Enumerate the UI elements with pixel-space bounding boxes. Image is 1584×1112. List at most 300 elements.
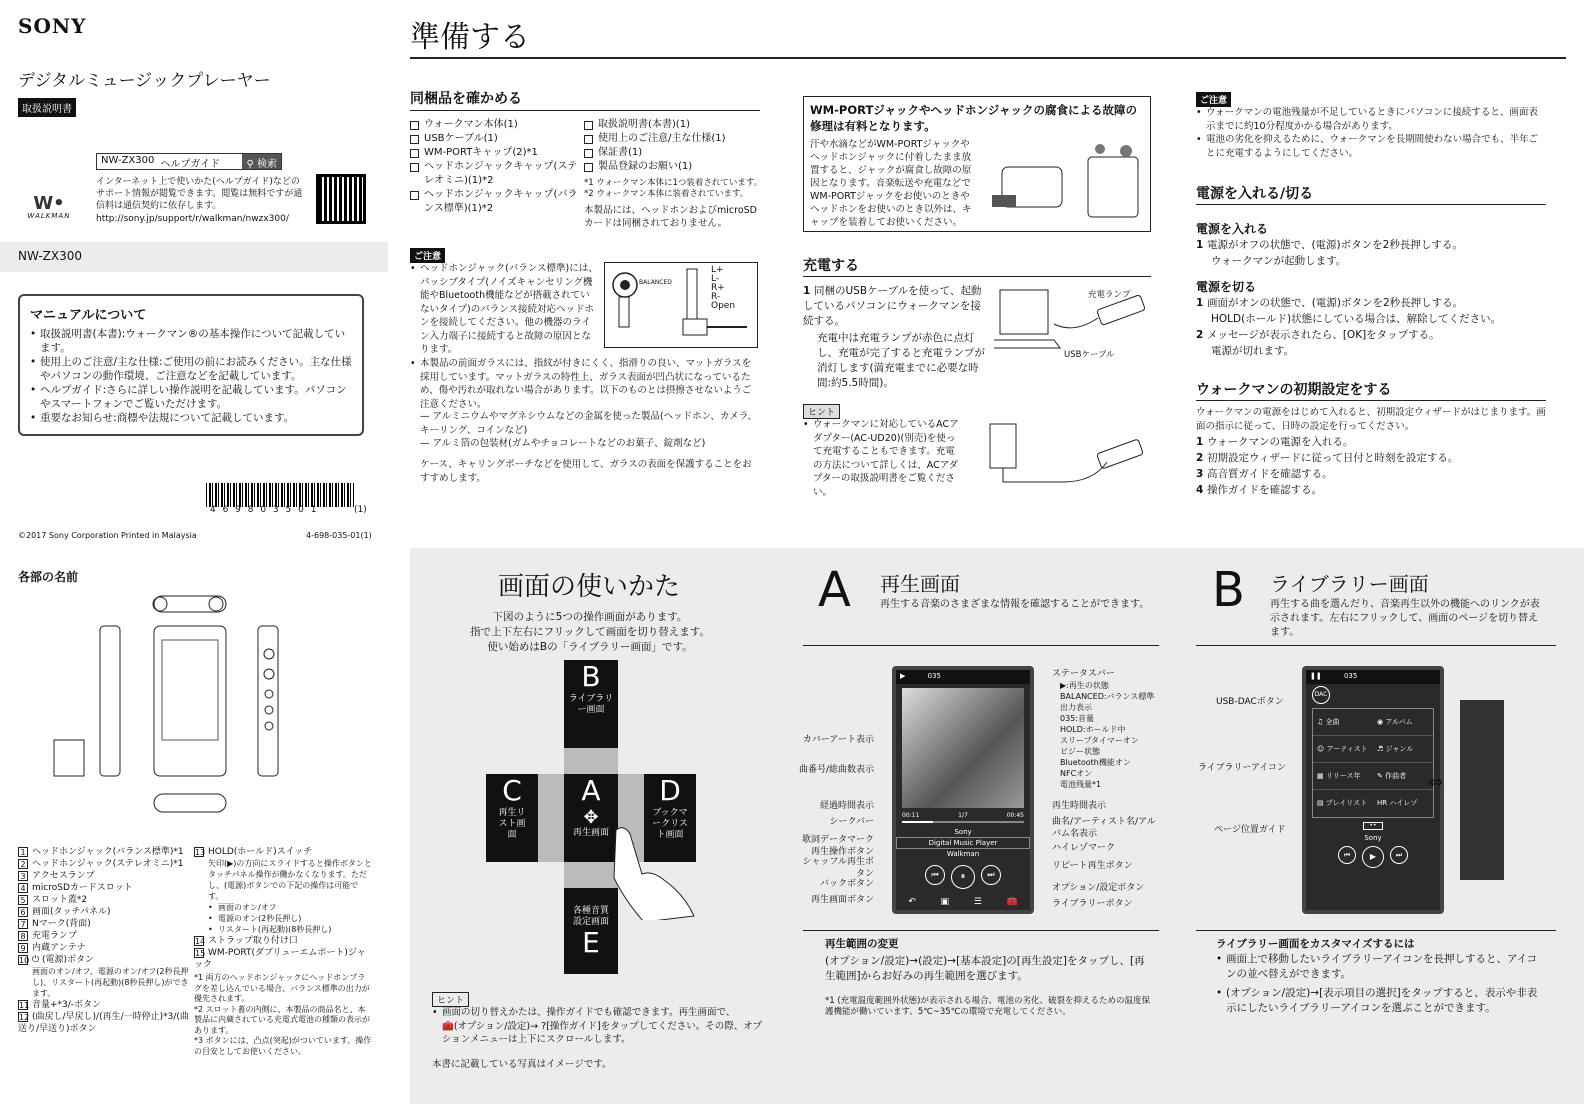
playback-screen-icon[interactable]: ▣	[940, 897, 950, 907]
part-label: 内蔵アンテナ	[32, 943, 86, 953]
part-item	[18, 894, 192, 906]
lib-artist: Sony	[1364, 834, 1382, 842]
walkman-logo	[20, 193, 78, 222]
library-icon[interactable]: ☰	[973, 897, 982, 907]
battery-caution-item: • 電池の劣化を抑えるために、ウォークマンを長期間使わない場合でも、半年ごとに充電するようにしてください。	[1196, 133, 1546, 160]
callout-label: スリープタイマーオン	[1060, 736, 1139, 745]
caution-list	[410, 262, 598, 357]
prev-button[interactable]: ⏮	[925, 865, 945, 885]
usage-hint-tag	[432, 988, 469, 1007]
playback-screen	[892, 666, 1034, 914]
init-step-text: ウォークマンの電源を入れる。	[1206, 436, 1354, 448]
help-url[interactable]: http://sony.jp/support/r/walkman/nwzx300/	[96, 214, 289, 224]
range-rule	[803, 930, 1159, 931]
callout-label: NFCオン	[1060, 769, 1093, 778]
caution-item: • ヘッドホンジャック(バランス標準)には、パッシブタイプ(ノイズキャンセリング機能やBluetooth機能などが搭載されていないタイプ)のバランス接続対応ヘッドホンを接続してください。他の機器のライン入力端子に接続すると故障の原因となります。	[410, 262, 598, 357]
part-label: 画面(タッチパネル)	[32, 907, 111, 917]
contents-item: 保証書(1)	[584, 146, 760, 160]
callout-label: BALANCED:バランス標準出力表示	[1060, 692, 1155, 712]
person-icon: ☺	[1317, 745, 1327, 753]
part-label: アクセスランプ	[32, 871, 95, 881]
plug-drawing	[605, 263, 759, 349]
plug-label: R-	[711, 292, 721, 302]
contents-extra: 本製品には、ヘッドホンおよびmicroSDカードは同梱されておりません。	[584, 205, 757, 229]
contents-item: ヘッドホンジャックキャップ(ステレオミニ)(1)*2	[410, 160, 580, 188]
adapter-drawing	[976, 420, 1152, 490]
charge-hint-item: • ウォークマンに対応しているACアダプター(AC-UD20)(別売)を使って充電することもできます。充電の方法について詳しくは、ACアダプターの取扱説明書をご覧ください。	[803, 418, 963, 499]
plug-label: L-	[711, 274, 720, 284]
custom-title: ライブラリー画面をカスタマイズするには	[1216, 938, 1415, 950]
status-bar	[896, 670, 1030, 684]
battery-caution-item: • ウォークマンの電池残量が不足しているときにパソコンに接続すると、画面表示までに約10分程度かかる場合があります。	[1196, 106, 1546, 133]
track-info	[896, 827, 1030, 859]
library-screen	[1302, 666, 1444, 914]
playback-desc: 再生する音楽のさまざまな情報を確認することができます。	[880, 599, 1150, 610]
manual-item: • 使用上のご注意/主な仕様:ご使用の前にお読みください。主な仕様やパソコンの動作環境、ご注意などを記載しています。	[30, 355, 352, 383]
usage-hint-2: (オプション/設定)→ ?[操作ガイド]をタップしてください。その際、オプションメニューは上下にスクロールします。	[442, 1020, 762, 1045]
toolbox-icon: 🧰	[442, 1020, 454, 1032]
part-item	[18, 846, 192, 858]
contents-title: 同梱品を確かめる	[410, 91, 522, 107]
barcode-digits: 4 6 9 8 0 3 5 0 1	[210, 505, 319, 515]
charge-hint-tag	[803, 400, 840, 419]
init-step-text: 初期設定ウィザードに従って日付と時刻を設定する。	[1206, 452, 1459, 464]
charge-sub: 充電中は充電ランプが赤色に点灯し、充電が完了すると充電ランプが消灯します(満充電までに必要な時間:約5.5時間)。	[817, 332, 985, 389]
wmport-title: WM-PORTジャックやヘッドホンジャックの腐食による故障の修理は有料となります。	[810, 103, 1138, 133]
custom-item: • 画面上で移動したいライブラリーアイコンを長押しすると、アイコンの並べ替えができます。	[1216, 952, 1546, 982]
genre-icon: ♬	[1377, 745, 1386, 753]
cover-art	[902, 688, 1024, 808]
hires-icon: HR	[1377, 799, 1390, 807]
hold-item: • 電源のオン(2秒長押し)	[208, 913, 372, 924]
screen-d-letter: D	[659, 774, 681, 807]
part-num: 12	[19, 1012, 30, 1022]
part-label: HOLD(ホールド)スイッチ	[208, 847, 313, 857]
options-icon[interactable]: 🧰	[1006, 897, 1018, 907]
caution-tag	[410, 244, 445, 263]
screen-b	[564, 660, 618, 748]
dash-icon: —	[420, 411, 433, 422]
step-num: 2	[1196, 329, 1207, 341]
prep-rule	[410, 57, 1566, 59]
contents-item: USBケーブル(1)	[410, 132, 580, 146]
doc-tag-label: 取扱説明書	[18, 98, 76, 117]
callout-label: 歌詞データマーク	[801, 835, 874, 845]
init-step	[1196, 482, 1458, 498]
part-num: 11	[19, 1000, 30, 1010]
playback-letter: A	[818, 562, 851, 618]
part-num: 7	[18, 919, 28, 929]
lib-icon-label: プレイリスト	[1325, 799, 1368, 807]
contents-list-a	[410, 118, 580, 216]
part-item	[18, 954, 192, 966]
screen-e-letter: E	[582, 926, 600, 959]
lib-prev-button[interactable]: ⏮	[1338, 846, 1356, 864]
callout-label: バックボタン	[819, 879, 874, 889]
lib-icon-label: アルバム	[1385, 718, 1413, 726]
manual-list	[30, 327, 352, 425]
product-title: デジタルミュージックプレーヤー	[18, 71, 271, 91]
charge-hint-tag-label: ヒント	[803, 404, 840, 419]
playlist-icon: ▤	[1317, 799, 1326, 807]
callout-label: 再生操作ボタン	[810, 847, 874, 857]
callout-label: ▶:再生の状態	[1060, 681, 1109, 690]
plug-label: R+	[711, 283, 725, 293]
power-on-sub: ウォークマンが起動します。	[1211, 255, 1347, 267]
lib-icon-playlist[interactable]	[1313, 790, 1373, 817]
screen-c-label: 再生リスト画面	[498, 808, 526, 840]
charge-lamp-label: 充電ランプ	[1088, 290, 1131, 300]
parts-note: *1 両方のヘッドホンジャックにヘッドホンプラグを差し込んでいる場合、バランス標準の出力が優先されます。	[194, 973, 370, 1003]
contents-item: 製品登録のお願い(1)	[584, 160, 760, 174]
callout-label: ビジー状態	[1060, 747, 1100, 756]
part-label: ヘッドホンジャック(バランス標準)*1	[32, 847, 184, 857]
custom-rule	[1196, 930, 1556, 931]
library-rule	[1196, 645, 1556, 646]
range-text: (オプション/設定)→(設定)→[基本設定]の[再生設定]をタップし、[再生範囲]からお好みの再生範囲を選びます。	[825, 955, 1145, 982]
hold-note: 矢印(▶)の方向にスライドすると操作ボタンとタッチパネル操作が働かなくなります。ただし、(電源)ボタンでの下記の操作は可能です。	[208, 859, 372, 901]
lib-icon-label: 作曲者	[1385, 772, 1407, 780]
parts-title: 各部の名前	[18, 570, 79, 584]
power-note: 画面のオン/オフ、電源のオン/オフ(2秒長押し)、リスタート(再起動)(8秒長押し)ができます。	[32, 967, 189, 998]
wmport-drawing	[992, 137, 1146, 227]
power-off-sub2: 電源が切れます。	[1211, 345, 1295, 357]
sony-logo: SONY	[18, 14, 87, 38]
caution-sub	[420, 410, 758, 451]
screen-cross	[486, 660, 710, 974]
usage-text-1: 下図のように5つの操作画面があります。	[492, 611, 688, 623]
part-item	[18, 906, 192, 918]
usage-text-2: 指で上下左右にフリックして画面を切り替えます。	[470, 626, 710, 638]
manual-item: • 重要なお知らせ:商標や法規について記載しています。	[30, 411, 352, 425]
contents-item: ウォークマン本体(1)	[410, 118, 580, 132]
contents-note: *1 ウォークマン本体に1つ装着されています。	[584, 178, 763, 188]
part-num: 6	[18, 907, 28, 917]
lib-icon-artist[interactable]	[1313, 736, 1373, 763]
usage-hint-item	[432, 1006, 762, 1047]
barcode-suffix: (1)	[354, 505, 367, 515]
part-num: 4	[18, 883, 28, 893]
contents-note: *2 ウォークマン本体に装着されています。	[584, 189, 749, 199]
caution-tag-label: ご注意	[410, 248, 445, 263]
swap-arrow-icon: ⇔	[1428, 772, 1444, 793]
callout-label: カバーアート表示	[802, 735, 874, 745]
playback-rule	[803, 645, 1159, 646]
manual-item: • ヘルプガイド:さらに詳しい操作説明を記載しています。パソコンやスマートフォンでご覧いただけます。	[30, 383, 352, 411]
contents-item: ヘッドホンジャックキャップ(バランス標準)(1)*2	[410, 188, 580, 216]
library-letter: B	[1212, 562, 1245, 618]
total-time: 00:45	[1006, 812, 1024, 819]
page-guide: ••	[1363, 822, 1383, 830]
power-off-step2	[1196, 328, 1546, 343]
back-icon[interactable]: ↶	[908, 897, 916, 907]
step-num: 1	[1196, 297, 1207, 309]
usb-dac-button[interactable]: DAC	[1312, 686, 1330, 704]
power-icon: ⏻	[32, 955, 42, 965]
parts-note: *2 スロット蓋の内側に、本製品の商品名と、本製品に内蔵されている充電式電池の種類の表示があります。	[194, 1004, 370, 1035]
init-step	[1196, 466, 1458, 482]
status-volume: 035	[927, 672, 941, 680]
lib-icon-label: 全曲	[1325, 718, 1340, 726]
init-text: ウォークマンの電源をはじめて入れると、初期設定ウィザードがはじまります。画面の指示に従って、日時の設定を行ってください。	[1196, 407, 1546, 432]
search-button[interactable]	[242, 154, 281, 169]
usage-title: 画面の使いかた	[498, 572, 681, 602]
contents-item: 取扱説明書(本書)(1)	[584, 118, 760, 132]
battery-caution-tag	[1196, 88, 1231, 107]
callout-label: 再生画面ボタン	[810, 895, 874, 905]
power-off-title: 電源を切る	[1196, 280, 1257, 294]
power-rule	[1196, 204, 1546, 205]
charge-title: 充電する	[803, 258, 859, 274]
caution-sub-text: アルミ箔の包装材(ガムやチョコレートなどのお菓子、錠剤など)	[432, 438, 706, 449]
track-album: Walkman	[946, 850, 980, 858]
part-num: 14	[195, 936, 206, 946]
callout-label: 再生時間表示	[1052, 801, 1107, 811]
callout-label: ライブラリーアイコン	[1198, 763, 1286, 773]
part-num: 10	[19, 955, 30, 965]
step-num: 4	[1196, 484, 1207, 496]
part-item	[18, 858, 192, 870]
play-state-icon: ▶	[900, 672, 906, 680]
lib-status-volume: 035	[1343, 672, 1358, 680]
part-label: 充電ランプ	[32, 931, 78, 941]
lib-icon-label: リリース年	[1325, 772, 1361, 780]
lib-icon-all[interactable]	[1313, 709, 1373, 736]
lib-icon-label: アーティスト	[1326, 745, 1368, 753]
manual-title: マニュアルについて	[30, 308, 147, 323]
callout-label: シャッフル再生ボタン	[802, 857, 874, 879]
track-title: Digital Music Player	[896, 837, 1030, 849]
part-item	[18, 930, 192, 942]
screen-b-letter: B	[581, 660, 601, 693]
lib-next-button[interactable]: ⏭	[1390, 846, 1408, 864]
plug-diagram	[604, 262, 758, 348]
caution-sub-text: アルミニウムやマグネシウムなどの金属を使った製品(ヘッドホン、カメラ、キーリング、コインなど)	[420, 411, 758, 436]
part-item	[18, 999, 192, 1011]
part-num: 9	[18, 943, 28, 953]
charge-rule	[803, 276, 1151, 277]
init-title: ウォークマンの初期設定をする	[1196, 382, 1392, 398]
part-item	[194, 846, 372, 858]
callout-label: リピート再生ボタン	[1052, 861, 1133, 871]
lib-icon-label: ジャンル	[1385, 745, 1414, 753]
parts-note: *3 ボタンには、凸点(突起)がついています。操作の目安としてお使いください。	[194, 1036, 372, 1056]
callout-label: 曲名/アーティスト名/アルバム名表示	[1052, 817, 1156, 839]
step-num: 2	[1196, 452, 1207, 464]
elapsed-time: 00:11	[902, 812, 920, 819]
screen-b-label: ライブラリー画面	[568, 694, 614, 715]
custom-item: • (オプション/設定)→[表示項目の選択]をタップすると、表示や非表示にしたいライブラリーアイコンを選ぶことができます。	[1216, 986, 1546, 1016]
contents-item: 使用上のご注意/主な仕様(1)	[584, 132, 760, 146]
usage-hint	[432, 1006, 762, 1047]
init-steps	[1196, 434, 1458, 498]
power-on-step-text: 電源がオフの状態で、(電源)ボタンを2秒長押しする。	[1206, 239, 1463, 251]
callout-label: 035:音量	[1060, 714, 1094, 723]
library-grid	[1312, 708, 1434, 818]
part-num: 2	[18, 859, 28, 869]
usb-label: USBケーブル	[1064, 350, 1115, 360]
help-model: NW-ZX300	[101, 155, 155, 166]
power-title: 電源を入れる/切る	[1196, 186, 1314, 202]
track-count: 1/7	[958, 812, 968, 819]
help-text: インターネット上で使いかた(ヘルプガイド)などのサポート情報が閲覧できます。閲覧は無料ですが通信料は通信契約に依存します。	[96, 177, 303, 211]
part-item	[18, 918, 192, 930]
next-button[interactable]: ⏭	[981, 865, 1001, 885]
seek-progress	[902, 821, 933, 823]
battery-caution-tag-label: ご注意	[1196, 92, 1231, 107]
caution-3: ケース、キャリングポーチなどを使用して、ガラスの表面を保護することをおすすめします。	[420, 459, 752, 484]
range-footnote: *1 (充電温度範囲外状態)が表示される場合、電池の劣化、破裂を抑えるための温度保護機能が働いています。5℃~35℃の環境で充電してください。	[825, 996, 1150, 1017]
callout-label: シークバー	[829, 817, 874, 827]
lib-icon-composer[interactable]	[1373, 763, 1433, 790]
screen-c-letter: C	[502, 774, 522, 807]
charge-drawing	[994, 284, 1152, 364]
init-step-text: 操作ガイドを確認する。	[1206, 484, 1323, 496]
playback-title: 再生画面	[880, 572, 960, 596]
init-step-text: 高音質ガイドを確認する。	[1206, 468, 1333, 480]
charge-hint	[803, 418, 963, 499]
charge-step	[803, 284, 989, 329]
part-label: (曲戻し/早戻し)/(再生/一時停止)*3/(曲送り/早送り)ボタン	[18, 1012, 189, 1034]
wmport-box	[803, 96, 1151, 232]
part-label: スロット蓋*2	[32, 895, 88, 905]
part-num: 8	[18, 931, 28, 941]
walkman-w-icon: W•	[33, 193, 65, 214]
plug-label: Open	[711, 301, 736, 311]
screen-e-label: 各種音質設定画面	[572, 906, 609, 927]
part-num: 13	[195, 847, 206, 857]
part-label: WM-PORT(ダブリューエムポート)ジャック	[194, 948, 366, 970]
usage-hint-1: 画面の切り替えかたは、操作ガイドでも確認できます。再生画面で、	[442, 1007, 736, 1018]
lib-play-button[interactable]: ▶	[1362, 846, 1384, 868]
caution-sub-item	[420, 410, 758, 437]
caution-item: • 本製品の前面ガラスには、指紋が付きにくく、指滑りの良い、マットガラスを採用しています。マットガラスの特性上、ガラス表面が凹凸状になっているため、傷や汚れが取れない場合があります。以下のものとは摂擦させないようご注意ください。	[410, 357, 758, 411]
caution-sub-item	[420, 437, 758, 451]
lib-icon-label: ハイレゾ	[1389, 799, 1418, 807]
pen-icon: ✎	[1377, 772, 1386, 780]
wmport-text: 汗や水滴などがWM-PORTジャックやヘッドホンジャックに付着したまま放置すると、ジャックが腐食し故障の原因となります。音楽転送や充電などでWM-PORTジャックをお使いのときやヘッドホンをお使いのとき以外は、キャップを装着してお使いください。	[810, 139, 972, 228]
help-label: ヘルプガイド	[160, 159, 220, 170]
callout-label: オプション/設定ボタン	[1052, 883, 1145, 893]
parts-list-left	[18, 846, 192, 1035]
library-title: ライブラリー画面	[1270, 572, 1429, 596]
library-desc: 再生する曲を選んだり、音楽再生以外の機能へのリンクが表示されます。左右にフリックして、画面のページを切り替えます。	[1270, 599, 1540, 638]
step-num: 3	[1196, 468, 1207, 480]
parts-list-right	[194, 846, 372, 1057]
callout-label: Bluetooth機能オン	[1060, 758, 1131, 767]
callout-label: ハイレゾマーク	[1052, 843, 1116, 853]
part-label: microSDカードスロット	[32, 883, 133, 893]
step-num: 1	[1196, 436, 1207, 448]
calendar-icon: ▦	[1317, 772, 1326, 780]
power-on-title: 電源を入れる	[1196, 222, 1269, 236]
lib-pause-icon: ❚❚	[1310, 672, 1322, 680]
playback-controls	[896, 865, 1030, 889]
part-item	[18, 882, 192, 894]
walkman-text: WALKMAN	[27, 212, 71, 220]
step-num: 1	[1196, 239, 1207, 251]
part-label: ストラップ取り付け口	[208, 936, 298, 946]
callout-label: ステータスバー	[1052, 669, 1115, 679]
part-num: 1	[18, 847, 28, 857]
album-icon: ◉	[1377, 718, 1386, 726]
usage-text	[460, 610, 720, 655]
track-artist: Sony	[954, 828, 972, 836]
usage-note: 本書に記載している写真はイメージです。	[432, 1059, 612, 1070]
step-num: 1	[803, 285, 814, 297]
part-num: 3	[18, 871, 28, 881]
doc-tag	[18, 97, 76, 117]
part-number: 4-698-035-01(1)	[306, 531, 372, 540]
balanced-label: BALANCED	[639, 279, 672, 286]
hand-drawing	[596, 810, 706, 920]
range-title: 再生範囲の変更	[825, 938, 899, 950]
part-item	[194, 947, 372, 971]
device-drawing	[24, 594, 324, 834]
model-bar	[0, 242, 388, 272]
part-num: 15	[195, 948, 206, 958]
init-step	[1196, 450, 1458, 466]
charge-step-text: 同梱のUSBケーブルを使って、起動しているパソコンにウォークマンを接続する。	[803, 285, 982, 327]
power-off-step2-text: メッセージが表示されたら、[OK]をタップする。	[1206, 329, 1440, 341]
power-off-step1-text: 画面がオンの状態で、(電源)ボタンを2秒長押しする。	[1206, 297, 1464, 309]
screen-a-letter: A	[581, 774, 601, 807]
plug-label: L+	[711, 265, 724, 275]
init-step	[1196, 434, 1458, 450]
lib-icon-hires[interactable]	[1373, 790, 1433, 817]
usage-hint-tag-label: ヒント	[432, 992, 469, 1007]
power-off-step1	[1196, 296, 1546, 311]
play-pause-button[interactable]: ⏸	[951, 865, 975, 889]
callout-label: HOLD:ホールド中	[1060, 725, 1126, 734]
callout-label: ページ位置ガイド	[1214, 825, 1286, 835]
lib-icon-album[interactable]	[1373, 709, 1433, 736]
qr-code	[316, 174, 366, 224]
search-icon: ⚲	[246, 159, 254, 170]
part-item	[18, 1011, 192, 1035]
help-box[interactable]	[96, 153, 282, 170]
part-item	[194, 935, 372, 947]
seek-bar[interactable]	[902, 821, 1024, 823]
contents-list-b	[584, 118, 760, 174]
power-off-sub1: HOLD(ホールド)状態にしている場合は、解除してください。	[1211, 313, 1502, 325]
power-on-step	[1196, 238, 1546, 253]
manual-box	[18, 294, 364, 436]
copyright: ©2017 Sony Corporation Printed in Malaysia	[18, 531, 197, 540]
lib-icon-year[interactable]	[1313, 763, 1373, 790]
screen-c	[486, 774, 538, 862]
seek-row	[896, 812, 1030, 819]
playback-right-labels	[1052, 668, 1158, 910]
init-rule	[1196, 400, 1546, 401]
hold-item: • 画面のオン/オフ	[208, 902, 372, 913]
manual-item: • 取扱説明書(本書):ウォークマン®の基本操作について記載しています。	[30, 327, 352, 355]
bottom-bar	[896, 897, 1030, 907]
part-label: ヘッドホンジャック(ステレオミニ)*1	[32, 859, 184, 869]
hold-list	[194, 902, 372, 935]
part-num: 5	[18, 895, 28, 905]
lib-icon-genre[interactable]	[1373, 736, 1433, 763]
music-note-icon: ♫	[1317, 718, 1326, 726]
hold-item: • リスタート(再起動)(8秒長押し)	[208, 924, 372, 935]
prep-title: 準備する	[410, 20, 530, 55]
screen-d-label: ブックマークリスト画面	[652, 808, 688, 840]
screen-a-label: 再生画面	[572, 828, 609, 838]
contents-item: WM-PORTキャップ(2)*1	[410, 146, 580, 160]
contents-rule	[410, 110, 760, 111]
part-label: (電源)ボタン	[41, 955, 95, 965]
part-label: 音量+*3/-ボタン	[32, 1000, 102, 1010]
